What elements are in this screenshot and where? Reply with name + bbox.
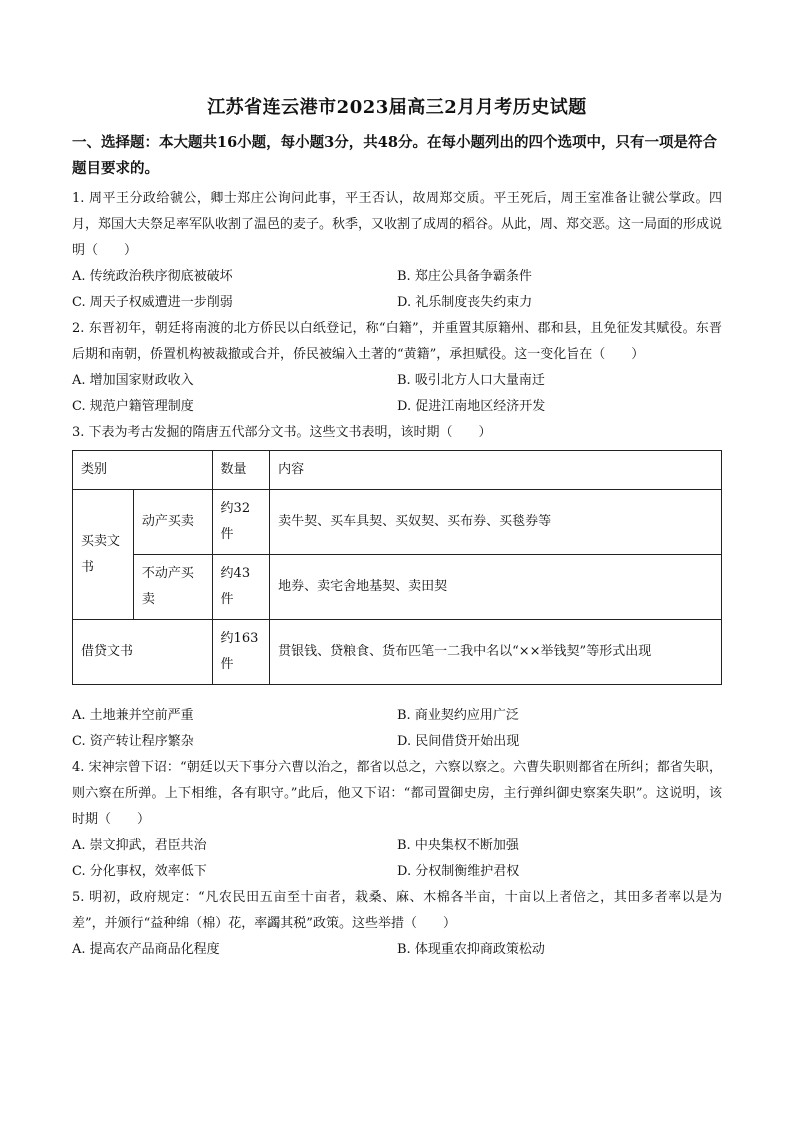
option-d: D. 促进江南地区经济开发 (397, 399, 546, 414)
option-b: B. 郑庄公具备争霸条件 (397, 269, 532, 284)
option-a: A. 崇文抑武，君臣共治 (72, 838, 207, 853)
question-stem: 4. 宋神宗曾下诏：“朝廷以天下事分六曹以治之，都省以总之，六察以察之。六曹失职则都省在所纠；都省失职，则六察在所弹。上下相维，各有职守。”此后，他又下诏：“都司置御史房，主行弹纠御史察案失职”。这说明，该时期（ ） (72, 760, 722, 827)
table-cell-content: 地券、卖宅舍地基契、卖田契 (270, 555, 722, 620)
table-cell-subcategory: 动产买卖 (133, 490, 212, 555)
options (72, 703, 722, 755)
question-1 (72, 186, 722, 316)
option-d: D. 民间借贷开始出现 (397, 734, 520, 749)
option-a: A. 提高农产品商品化程度 (72, 942, 220, 957)
options (72, 937, 722, 963)
exam-page (72, 96, 722, 963)
option-c: C. 周天子权威遭进一步削弱 (72, 295, 233, 310)
option-c: C. 规范户籍管理制度 (72, 399, 194, 414)
question-5 (72, 885, 722, 963)
option-d: D. 分权制衡维护君权 (397, 864, 520, 879)
table-row (73, 490, 722, 555)
options (72, 833, 722, 885)
table-header: 内容 (270, 451, 722, 490)
table-row (73, 620, 722, 685)
option-b: B. 吸引北方人口大量南迁 (397, 373, 545, 388)
table-cell-count: 约43件 (212, 555, 270, 620)
option-a: A. 土地兼并空前严重 (72, 708, 194, 723)
question-stem: 3. 下表为考古发掘的隋唐五代部分文书。这些文书表明，该时期（ ） (72, 425, 492, 440)
option-a: A. 增加国家财政收入 (72, 373, 194, 388)
table-header: 数量 (212, 451, 270, 490)
option-b: B. 体现重农抑商政策松动 (397, 942, 545, 957)
option-c: C. 资产转让程序繁杂 (72, 734, 194, 749)
table-cell-count: 约163件 (212, 620, 270, 685)
table-cell-content: 卖牛契、买车具契、买奴契、买布券、买毯券等 (270, 490, 722, 555)
question-4 (72, 755, 722, 885)
table-header-row (73, 451, 722, 490)
table-cell-subcategory: 不动产买卖 (133, 555, 212, 620)
options (72, 264, 722, 316)
question-stem: 1. 周平王分政给虢公，卿士郑庄公询问此事，平王否认，故周郑交质。平王死后，周王室准备让虢公掌政。四月，郑国大夫祭足率军队收割了温邑的麦子。秋季，又收割了成周的稻谷。从此，周、郑交恶。这一局面的形成说明（ ） (72, 191, 723, 258)
question-stem: 2. 东晋初年，朝廷将南渡的北方侨民以白纸登记，称“白籍”，并重置其原籍州、郡和县，且免征发其赋役。东晋后期和南朝，侨置机构被裁撤或合并，侨民被编入土著的“黄籍”，承担赋役。这一变化旨在（ ） (72, 321, 722, 362)
option-a: A. 传统政治秩序彻底被破坏 (72, 269, 233, 284)
section-heading: 一、选择题：本大题共16小题，每小题3分，共48分。在每小题列出的四个选项中，只有一项是符合题目要求的。 (72, 134, 717, 177)
question-3 (72, 420, 722, 755)
option-d: D. 礼乐制度丧失约束力 (397, 295, 533, 310)
options (72, 368, 722, 420)
table-row (73, 555, 722, 620)
table-cell-category: 买卖文书 (73, 490, 134, 620)
option-c: C. 分化事权，效率低下 (72, 864, 207, 879)
table-cell-count: 约32件 (212, 490, 270, 555)
question-stem: 5. 明初，政府规定：“凡农民田五亩至十亩者，栽桑、麻、木棉各半亩，十亩以上者倍之，其田多者率以是为差”，并颁行“益种绵（棉）花，率蠲其税”政策。这些举措（ ） (72, 890, 722, 931)
page-title: 江苏省连云港市2023届高三2月月考历史试题 (207, 97, 587, 118)
table-cell-category: 借贷文书 (73, 620, 213, 685)
question-2 (72, 316, 722, 420)
table-cell-content: 贯银钱、贷粮食、货布匹笔一二我中名以“××举钱契”等形式出现 (270, 620, 722, 685)
option-b: B. 中央集权不断加强 (397, 838, 519, 853)
table-header: 类别 (73, 451, 213, 490)
option-b: B. 商业契约应用广泛 (397, 708, 519, 723)
document-table (72, 450, 722, 685)
